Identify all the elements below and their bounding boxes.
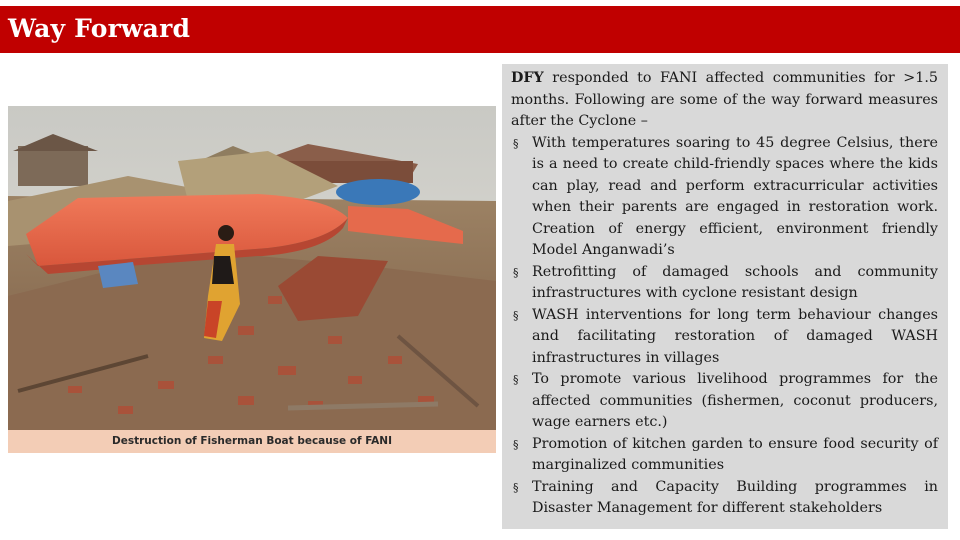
list-item-text: Training and Capacity Building programmes in Disaster Management for different stakeholders: [532, 478, 938, 516]
list-item: [511, 434, 938, 477]
bullet-square-icon: §: [513, 437, 519, 451]
list-item: [511, 477, 938, 520]
photo-illustration: [8, 106, 496, 430]
list-item: [511, 305, 938, 370]
list-item-text: With temperatures soaring to 45 degree Celsius, there is a need to create child-friendly spaces where the kids can play, read and perform extracurricular activities when their parents are engaged in restoration work. Creation of energy efficient, environment friendly Model Anganwadi’s: [532, 134, 938, 258]
list-item-text: WASH interventions for long term behaviour changes and facilitating restoration of damaged WASH infrastructures in villages: [532, 306, 938, 366]
list-item-text: To promote various livelihood programmes for the affected communities (fishermen, coconut producers, wage earners etc.): [532, 371, 938, 430]
bullet-square-icon: §: [513, 480, 519, 494]
fisherman-boat-photo: [8, 106, 496, 430]
bullet-square-icon: §: [513, 308, 519, 322]
list-item-text: Promotion of kitchen garden to ensure food security of marginalized communities: [532, 435, 938, 473]
photo-caption: Destruction of Fisherman Boat because of FANI: [112, 435, 392, 447]
title-bar: [0, 6, 960, 53]
photo-frame: [8, 106, 496, 453]
intro-text: responded to FANI affected communities for >1.5 months. Following are some of the way forward measures after the Cyclone –: [511, 70, 938, 129]
list-item: [511, 262, 938, 305]
bullet-square-icon: §: [513, 265, 519, 279]
slide-title: Way Forward: [8, 14, 191, 43]
intro-paragraph: [511, 68, 938, 133]
list-item: [511, 133, 938, 262]
list-item: [511, 369, 938, 434]
list-item-text: Retrofitting of damaged schools and community infrastructures with cyclone resistant design: [532, 263, 938, 301]
bullet-square-icon: §: [513, 373, 519, 386]
intro-bold-org: DFY: [511, 70, 544, 86]
measures-list: [511, 133, 938, 520]
way-forward-text-box: [502, 64, 948, 529]
bullet-square-icon: §: [513, 136, 519, 150]
